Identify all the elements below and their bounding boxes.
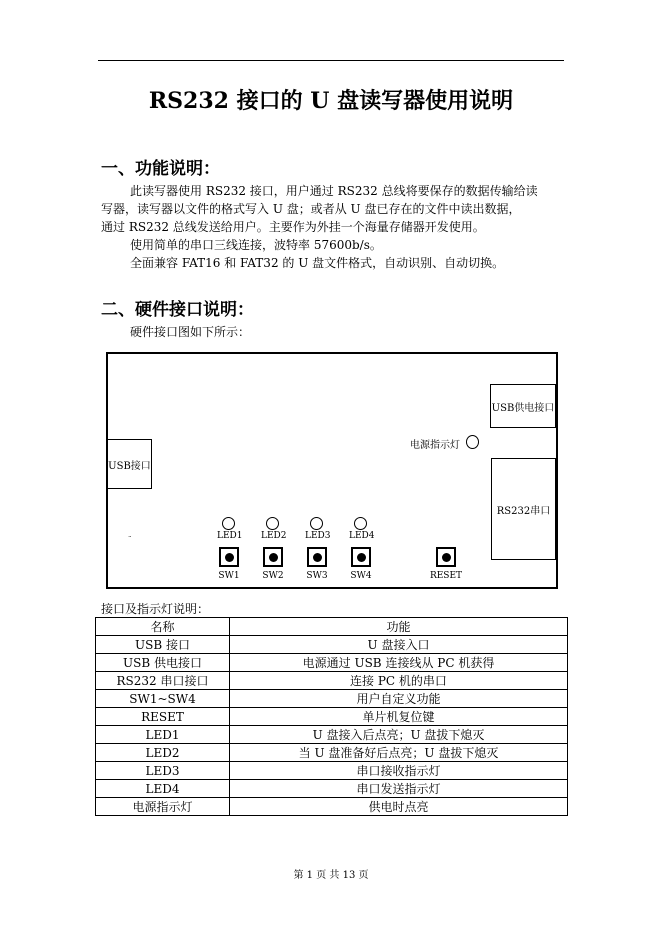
table-row [96,798,568,816]
row-function: 串口发送指示灯 [230,780,568,798]
sw3-button [307,547,327,567]
header-name: 名称 [96,618,230,636]
section1-para1-line1 [130,182,561,200]
led3-label: LED3 [305,531,331,541]
usb-port-label: USB接口 [108,460,151,472]
row-name: RESET [96,708,230,726]
para1-line1-text: 此读写器使用 RS232 接口，用户通过 RS232 总线将要保存的数据传输给读 [130,184,538,198]
led3-icon [310,517,323,530]
sw2-label: SW2 [262,571,284,581]
row-function: U 盘接入口 [230,636,568,654]
section1-heading: 一、功能说明： [101,159,220,179]
led1-icon [222,517,235,530]
table-row [96,762,568,780]
usb-power-label: USB供电接口 [491,402,555,414]
row-name: LED4 [96,780,230,798]
sw3-label: SW3 [306,571,328,581]
row-function: 当 U 盘准备好后点亮；U 盘拔下熄灭 [230,744,568,762]
row-name: LED2 [96,744,230,762]
reset-button [436,547,456,567]
led2-icon [266,517,279,530]
table-row [96,744,568,762]
table-row [96,636,568,654]
section2-intro: 硬件接口图如下所示： [130,325,251,339]
led2-label: LED2 [261,531,287,541]
led4-icon [354,517,367,530]
interface-table [95,617,568,816]
section1-para1-line3: 通过 RS232 总线发送给用户。主要作为外挂一个海量存储器开发使用。 [101,220,485,234]
table-header-row [96,618,568,636]
led1-label: LED1 [217,531,243,541]
table-row [96,654,568,672]
power-led-label: 电源指示灯 [410,440,460,451]
table-row [96,726,568,744]
table-row [96,708,568,726]
row-name: USB 接口 [96,636,230,654]
led4-label: LED4 [349,531,375,541]
rs232-label: RS232串口 [496,505,551,517]
board-diagram [106,352,558,589]
row-function: 用户自定义功能 [230,690,568,708]
sw1-button [219,547,239,567]
usb-power-port [490,384,556,428]
row-function: 单片机复位键 [230,708,568,726]
row-function: 供电时点亮 [230,798,568,816]
row-name: SW1~SW4 [96,690,230,708]
row-name: RS232 串口接口 [96,672,230,690]
row-function: U 盘接入后点亮；U 盘拔下熄灭 [230,726,568,744]
rs232-port [491,458,556,560]
row-function: 连接 PC 机的串口 [230,672,568,690]
sw4-label: SW4 [350,571,372,581]
table-row [96,690,568,708]
row-name: USB 供电接口 [96,654,230,672]
section1-para2: 使用简单的串口三线连接，波特率 57600b/s。 [130,238,382,252]
sw2-button [263,547,283,567]
usb-port [108,439,152,489]
document-title: RS232 接口的 U 盘读写器使用说明 [148,88,514,114]
power-led-icon [466,435,479,449]
table-caption: 接口及指示灯说明： [101,602,210,616]
row-name: LED3 [96,762,230,780]
header-function: 功能 [230,618,568,636]
header-rule [98,60,564,61]
row-name: 电源指示灯 [96,798,230,816]
page-footer: 第 1 页 共 13 页 [293,870,369,881]
table-row [96,672,568,690]
section1-para3: 全面兼容 FAT16 和 FAT32 的 U 盘文件格式，自动识别、自动切换。 [130,256,505,270]
sw1-label: SW1 [218,571,240,581]
row-name: LED1 [96,726,230,744]
sw4-button [351,547,371,567]
section1-para1-line2: 写器，读写器以文件的格式写入 U 盘；或者从 U 盘已存在的文件中读出数据， [101,202,521,216]
row-function: 串口接收指示灯 [230,762,568,780]
stray-mark: ¨ [128,536,132,544]
table-row [96,780,568,798]
row-function: 电源通过 USB 连接线从 PC 机获得 [230,654,568,672]
section2-heading: 二、硬件接口说明： [101,300,254,320]
reset-label: RESET [429,571,463,581]
